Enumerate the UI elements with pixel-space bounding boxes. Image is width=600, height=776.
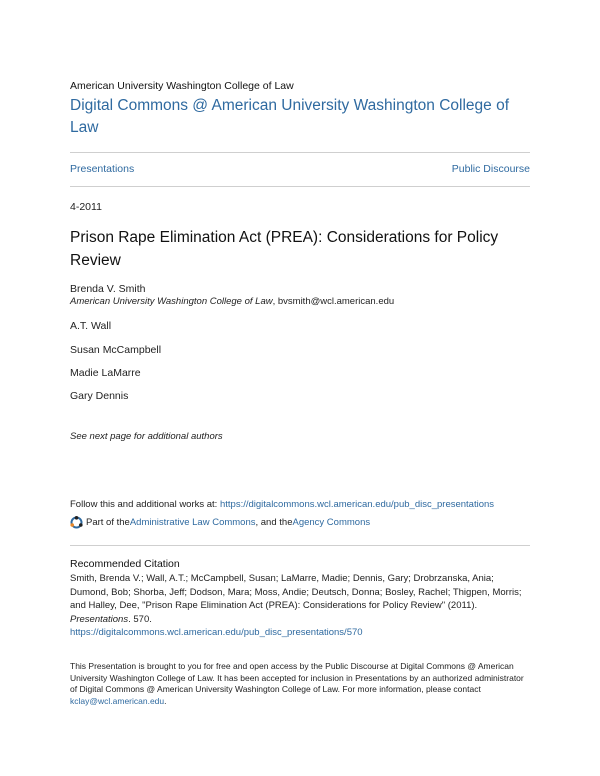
divider: [70, 545, 530, 546]
follow-link[interactable]: https://digitalcommons.wcl.american.edu/pub_disc_presentations: [219, 499, 495, 510]
contact-email-link[interactable]: kclay@wcl.american.edu: [70, 695, 165, 706]
citation-number: . 570.: [128, 613, 152, 625]
author-email: bvsmith@wcl.american.edu: [277, 296, 395, 307]
access-end: .: [164, 695, 167, 706]
follow-prefix: Follow this and additional works at:: [70, 499, 220, 510]
author-name: Madie LaMarre: [70, 367, 141, 379]
author-affiliation: American University Washington College of Law, bvsmith@wcl.american.edu: [70, 296, 395, 307]
administrative-law-commons-link[interactable]: Administrative Law Commons: [129, 517, 256, 528]
agency-commons-link[interactable]: Agency Commons: [292, 517, 371, 528]
part-of-middle: , and the: [255, 517, 293, 528]
citation-text: Smith, Brenda V.; Wall, A.T.; McCampbell, Susan; LaMarre, Madie; Dennis, Gary; Drobrzanska, Ania; Dumond, Bob; Shorba, Jeff; Dodson, Mara; Moss, Andie; Deutsch, Donna; Bosley, Rachel; Thigpen, Morris; and Halley, Dee, "Prison Rape Elimination Act (PREA): Considerations for Policy Review" (2011).: [70, 573, 522, 611]
author-name: Gary Dennis: [70, 390, 129, 402]
author-name: Susan McCampbell: [70, 344, 162, 356]
access-statement: [70, 661, 532, 707]
citation-series: Presentations: [70, 613, 129, 625]
commons-network-icon: [70, 516, 83, 529]
divider: [70, 152, 530, 153]
presentations-link[interactable]: Presentations: [70, 163, 135, 175]
affiliation-text: American University Washington College of Law: [70, 296, 273, 307]
institution-name: American University Washington College of Law: [70, 80, 294, 92]
repository-name[interactable]: Digital Commons @ American University Washington College of Law: [70, 97, 509, 136]
public-discourse-link[interactable]: Public Discourse: [451, 163, 530, 175]
follow-line: [70, 499, 494, 510]
additional-authors-note: See next page for additional authors: [70, 431, 223, 442]
publication-date: 4-2011: [70, 201, 102, 213]
part-of-prefix: Part of the: [86, 517, 130, 528]
collection-nav: [70, 163, 530, 175]
author-name: A.T. Wall: [70, 320, 112, 332]
divider: [70, 186, 530, 187]
author-name: Brenda V. Smith: [70, 283, 146, 295]
part-of-line: [70, 516, 370, 529]
citation-block: [70, 572, 532, 640]
document-title: Prison Rape Elimination Act (PREA): Considerations for Policy Review: [70, 229, 499, 269]
citation-url[interactable]: https://digitalcommons.wcl.american.edu/pub_disc_presentations/570: [70, 627, 363, 638]
access-text: This Presentation is brought to you for free and open access by the Public Discourse at Digital Commons @ American University Washington College of Law. It has been accepted for inclusion in Presentations by an authorized administrator of Digital Commons @ American University Washington College of Law. For more information, please contact: [70, 661, 524, 694]
citation-heading: Recommended Citation: [70, 558, 180, 570]
